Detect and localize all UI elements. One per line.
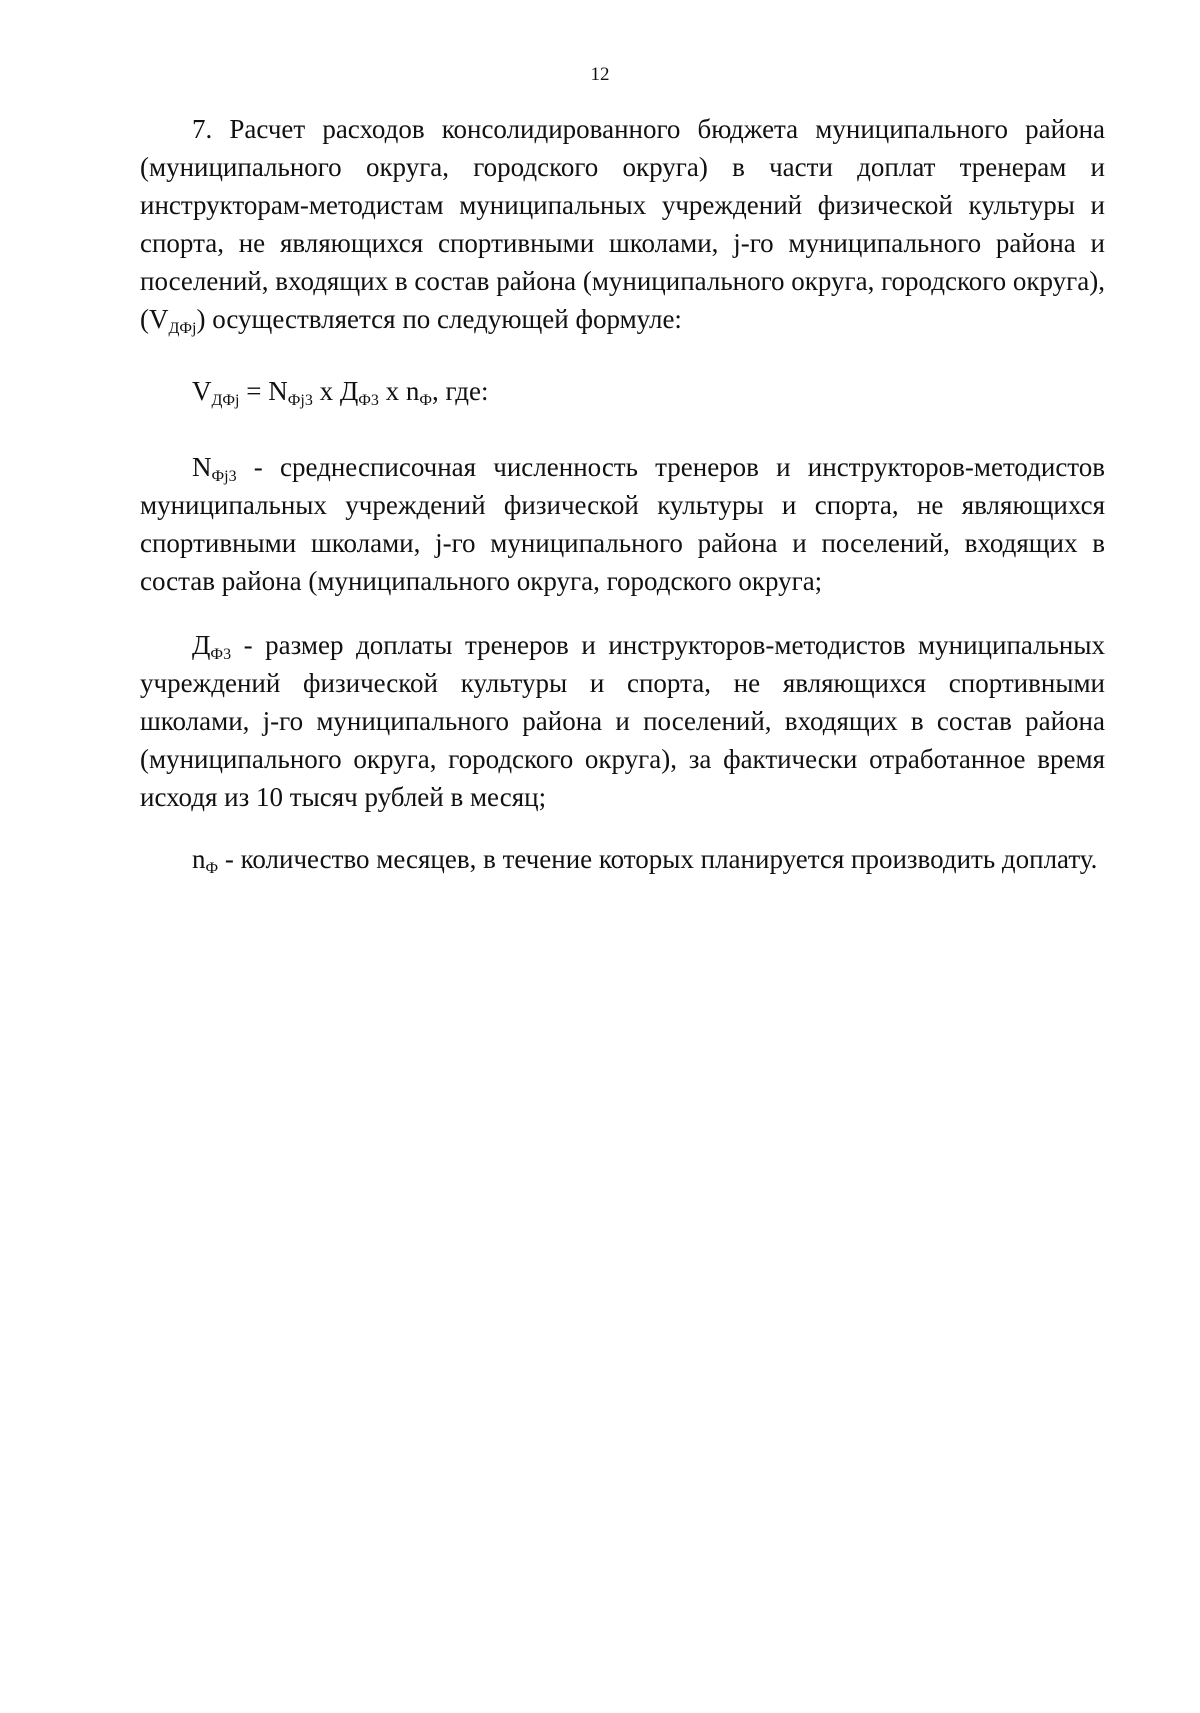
paragraph-text [140, 110, 1105, 338]
formula-subscript-d: Ф3 [358, 392, 379, 409]
definition-symbol: N [192, 452, 212, 482]
paragraph-text-end: ) осуществляется по следующей формуле: [196, 304, 682, 334]
formula-subscript-v: ДФj [211, 392, 240, 409]
formula-symbol-v: V [192, 376, 212, 406]
definition-symbol: Д [192, 630, 211, 660]
formula-subscript-n: Фj3 [287, 392, 313, 409]
paragraph-text-start: 7. Расчет расходов консолидированного бюджета муниципального района (муниципального округа, городского округа) в части доплат тренерам и инструкторам-методистам муниципальных учреждений физической культуры и спорта, не являющихся спортивными школами, j-го муниципального района и поселений, входящих в состав района (муниципального округа, городского округа), (V [140, 114, 1105, 334]
definition-body: - количество месяцев, в течение которых планируется производить доплату. [218, 844, 1098, 874]
formula-subscript-nf: Ф [419, 392, 433, 409]
formula-symbol-nf: x n [378, 376, 420, 406]
definition-text [140, 626, 1105, 816]
definition-subscript: Ф3 [210, 646, 232, 663]
definition-text [140, 840, 1105, 878]
formula-line [140, 372, 1105, 410]
page-number: 12 [590, 64, 610, 85]
definition-symbol: n [192, 844, 206, 874]
paragraph-item-7 [140, 110, 1105, 338]
definition-n [140, 448, 1105, 600]
formula-symbol-d: x Д [312, 376, 359, 406]
definition-text [140, 448, 1105, 600]
definition-d [140, 626, 1105, 816]
subscript: ДФj [168, 320, 197, 337]
formula-tail: , где: [432, 376, 489, 406]
definition-subscript: Ф [205, 860, 219, 877]
formula [140, 372, 1105, 410]
formula-symbol-n: = N [239, 376, 288, 406]
definition-nf [140, 840, 1105, 878]
definition-subscript: Фj3 [211, 468, 237, 485]
definition-body: - размер доплаты тренеров и инструкторов-методистов муниципальных учреждений физической культуры и спорта, не являющихся спортивными школами, j-го муниципального района и поселений, входящих в состав района (муниципального округа, городского округа), за фактически отработанное время исходя из 10 тысяч рублей в месяц; [140, 630, 1105, 812]
definition-body: - среднесписочная численность тренеров и инструкторов-методистов муниципальных учреждений физической культуры и спорта, не являющихся спортивными школами, j-го муниципального района и поселений, входящих в состав района (муниципального округа, городского округа; [140, 452, 1105, 596]
